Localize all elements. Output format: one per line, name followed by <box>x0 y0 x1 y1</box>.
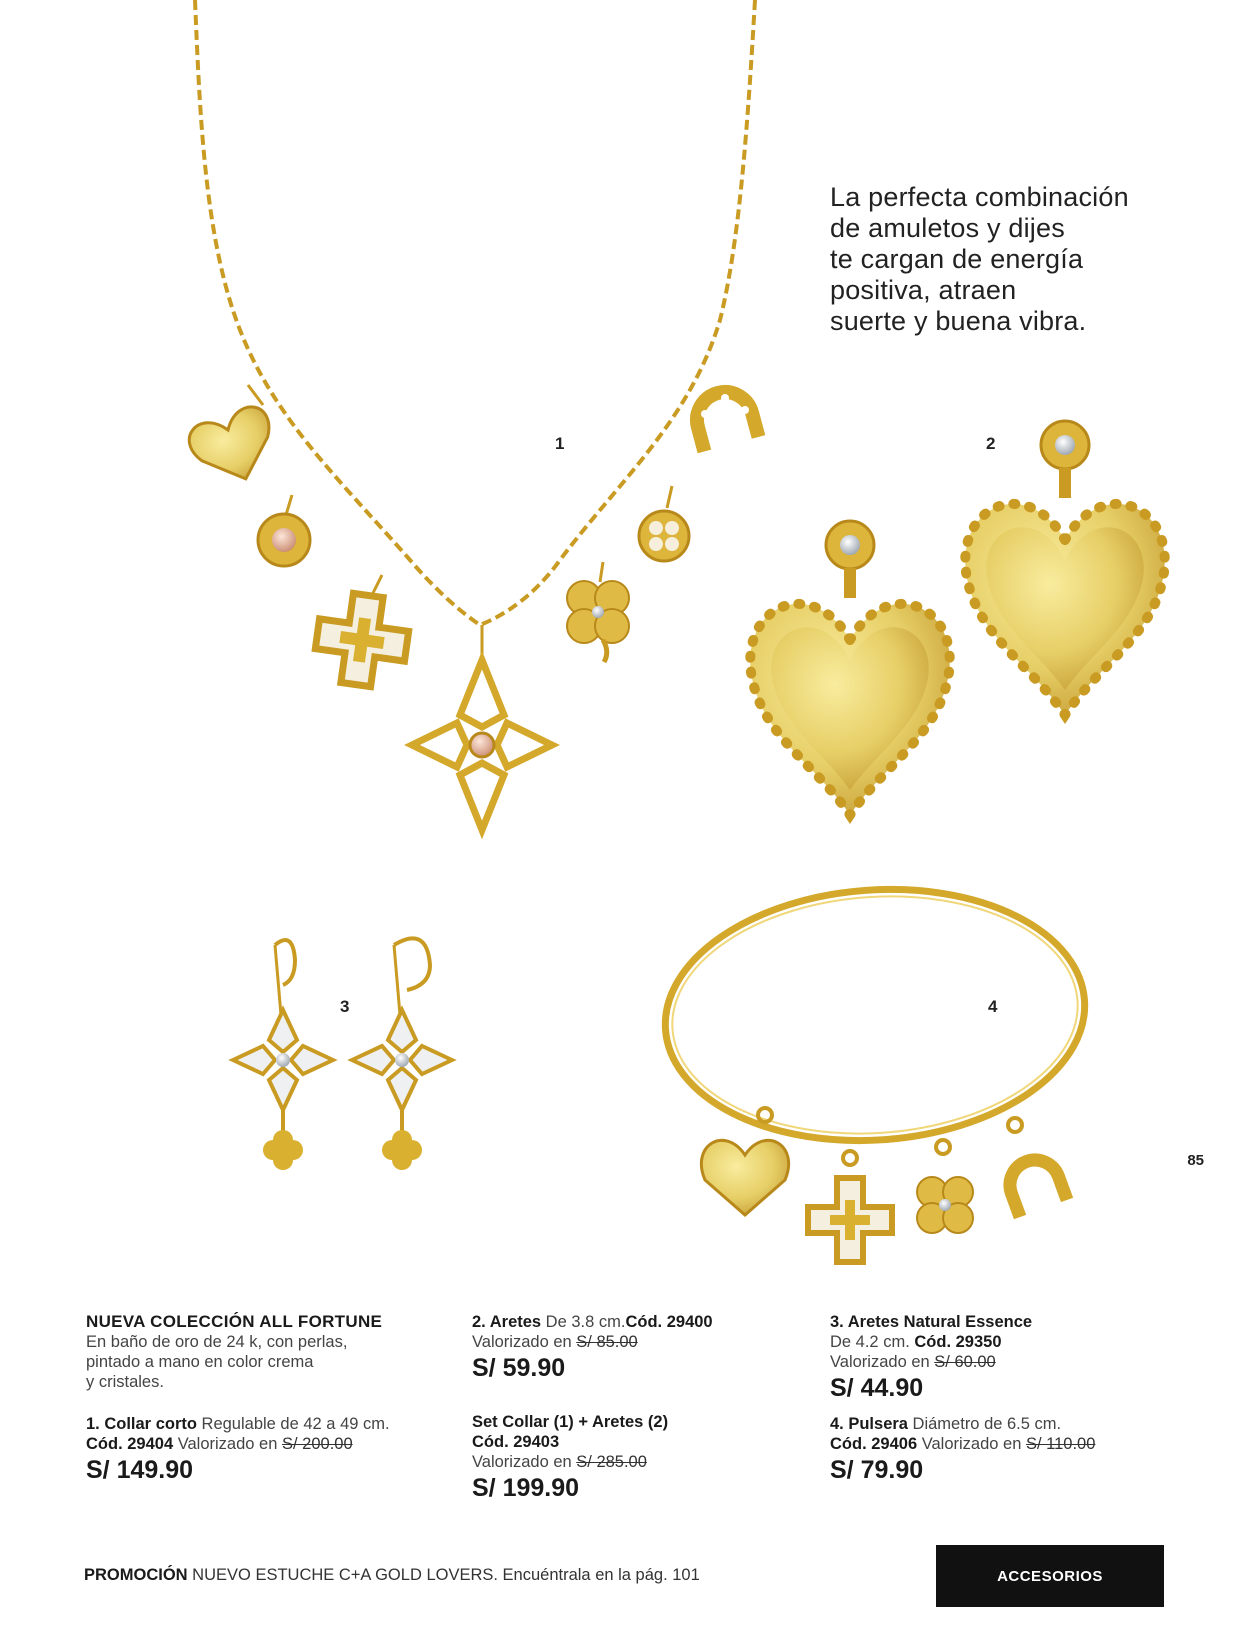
product-4-name: 4. Pulsera <box>830 1415 908 1433</box>
cross-earring-left <box>233 940 333 1170</box>
set-name-line <box>472 1412 802 1432</box>
intro-line: suerte y buena vibra. <box>830 306 1087 336</box>
product-number-1: 1 <box>555 434 565 453</box>
collection-desc-line: En baño de oro de 24 k, con perlas, <box>86 1333 348 1351</box>
column-earrings-bracelet <box>830 1312 1190 1486</box>
product-1-name: 1. Collar corto <box>86 1415 197 1433</box>
product-1-price: S/ 149.90 <box>86 1456 194 1484</box>
horseshoe-charm <box>691 386 759 452</box>
product-number-2: 2 <box>986 434 996 453</box>
heart-earring-right <box>965 421 1164 715</box>
product-3-valued: Valorizado en <box>830 1353 935 1371</box>
product-3-name: 3. Aretes Natural Essence <box>830 1313 1033 1331</box>
product-1-valued: Valorizado en <box>173 1435 282 1453</box>
product-2-old-price: S/ 85.00 <box>576 1333 638 1351</box>
heart-charm <box>184 385 284 493</box>
set-valued: Valorizado en <box>472 1453 577 1471</box>
product-1-code-line <box>86 1434 466 1454</box>
promo-line <box>84 1566 700 1585</box>
intro-line: La perfecta combinación <box>830 182 1129 212</box>
product-2-valued: Valorizado en <box>472 1333 577 1351</box>
bangle-bracelet <box>657 876 1093 1262</box>
product-4-old-price: S/ 110.00 <box>1025 1435 1096 1453</box>
intro-line: de amuletos y dijes <box>830 213 1065 243</box>
product-4-line <box>830 1414 1190 1434</box>
product-2-code: Cód. 29400 <box>625 1313 713 1331</box>
enamel-cross-charm <box>311 575 413 691</box>
round-stone-charm <box>258 495 310 566</box>
column-earrings-set <box>472 1312 802 1504</box>
product-2-desc: De 3.8 cm. <box>541 1313 626 1331</box>
product-2-line <box>472 1312 802 1332</box>
pearl-flower-charm <box>639 486 689 561</box>
intro-text <box>830 182 1210 337</box>
cross-earring-right <box>352 938 452 1170</box>
set-valued-line <box>472 1452 802 1472</box>
collection-title: NUEVA COLECCIÓN ALL FORTUNE <box>86 1312 383 1331</box>
collection-desc-line: pintado a mano en color crema <box>86 1353 314 1371</box>
product-3-code: Cód. 29350 <box>914 1333 1002 1351</box>
product-4-price: S/ 79.90 <box>830 1456 924 1484</box>
product-1-desc: Regulable de 42 a 49 cm. <box>196 1415 390 1433</box>
product-4-desc: Diámetro de 6.5 cm. <box>907 1415 1062 1433</box>
product-3-valued-line <box>830 1352 1190 1372</box>
page-number: 85 <box>1187 1152 1204 1169</box>
openwork-pendant <box>412 625 552 830</box>
set-price: S/ 199.90 <box>472 1474 580 1502</box>
set-name: Set Collar (1) + Aretes (2) <box>472 1413 669 1431</box>
section-tab[interactable]: ACCESORIOS <box>936 1545 1164 1607</box>
product-2-valued-line <box>472 1332 802 1352</box>
product-number-3: 3 <box>340 997 350 1016</box>
column-collection <box>86 1312 466 1486</box>
product-3-desc-line <box>830 1332 1190 1352</box>
set-code-line <box>472 1432 802 1452</box>
product-2-name: 2. Aretes <box>472 1313 542 1331</box>
promo-label: PROMOCIÓN <box>84 1566 188 1584</box>
product-3-desc: De 4.2 cm. <box>830 1333 915 1351</box>
product-4-code-line <box>830 1434 1190 1454</box>
set-old-price: S/ 285.00 <box>576 1453 647 1471</box>
product-3-name-line <box>830 1312 1190 1332</box>
product-4-valued: Valorizado en <box>917 1435 1026 1453</box>
product-4-code: Cód. 29406 <box>830 1435 918 1453</box>
product-3-old-price: S/ 60.00 <box>934 1353 996 1371</box>
intro-line: positiva, atraen <box>830 275 1017 305</box>
product-number-4: 4 <box>988 997 998 1016</box>
set-code: Cód. 29403 <box>472 1433 560 1451</box>
intro-line: te cargan de energía <box>830 244 1084 274</box>
product-1-line <box>86 1414 466 1434</box>
product-1-old-price: S/ 200.00 <box>281 1435 353 1453</box>
product-3-price: S/ 44.90 <box>830 1374 924 1402</box>
clover-charm <box>567 562 629 662</box>
product-2-price: S/ 59.90 <box>472 1354 566 1382</box>
collection-desc-line: y cristales. <box>86 1373 164 1391</box>
heart-earring-left <box>750 521 949 815</box>
promo-text: NUEVO ESTUCHE C+A GOLD LOVERS. Encuéntrala en la pág. 101 <box>187 1566 700 1584</box>
product-1-code: Cód. 29404 <box>86 1435 174 1453</box>
